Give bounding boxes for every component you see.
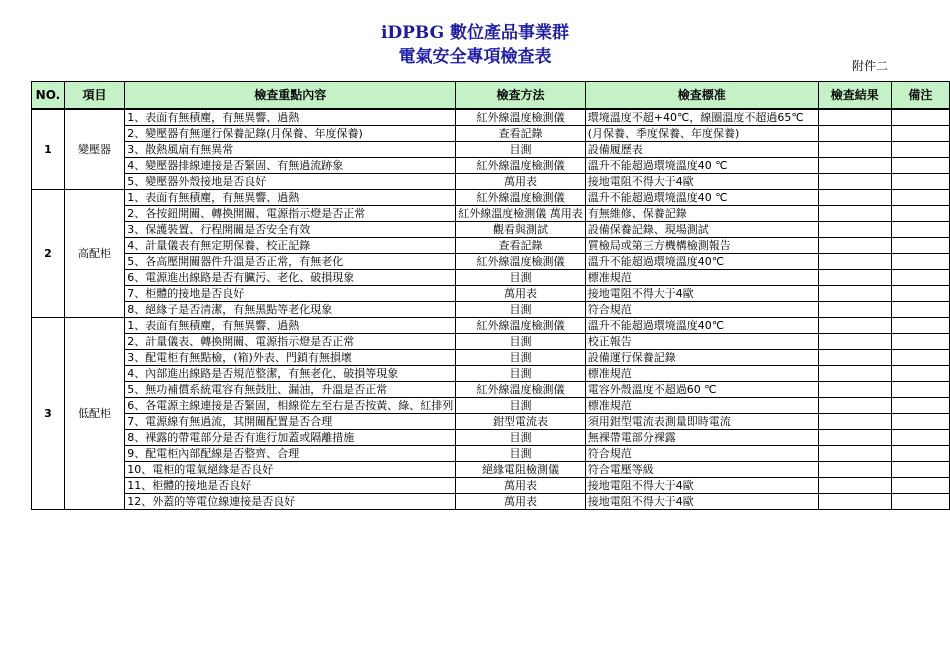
remark-cell[interactable] <box>891 270 949 286</box>
inspection-table <box>31 81 950 510</box>
check-standard-cell: 校正報告 <box>585 334 818 350</box>
check-result-cell[interactable] <box>818 414 891 430</box>
table-row <box>32 286 950 302</box>
table-row <box>32 142 950 158</box>
group-number: 1 <box>32 109 65 190</box>
check-standard-cell: 符合規范 <box>585 446 818 462</box>
remark-cell[interactable] <box>891 350 949 366</box>
check-content-cell: 3、保護裝置、行程開關是否安全有效 <box>125 222 456 238</box>
check-method-cell: 萬用表 <box>456 494 586 510</box>
group-number: 3 <box>32 318 65 510</box>
table-row <box>32 238 950 254</box>
check-standard-cell: (月保養、季度保養、年度保養) <box>585 126 818 142</box>
remark-cell[interactable] <box>891 190 949 206</box>
check-method-cell: 目測 <box>456 270 586 286</box>
table-row <box>32 302 950 318</box>
remark-cell[interactable] <box>891 318 949 334</box>
check-content-cell: 6、電源進出線路是否有臟污、老化、破損現象 <box>125 270 456 286</box>
check-method-cell: 目測 <box>456 446 586 462</box>
remark-cell[interactable] <box>891 366 949 382</box>
remark-cell[interactable] <box>891 174 949 190</box>
group-item: 變壓器 <box>64 109 124 190</box>
remark-cell[interactable] <box>891 158 949 174</box>
check-standard-cell: 電容外殼溫度不超過60 ℃ <box>585 382 818 398</box>
check-method-cell: 紅外線溫度檢測儀 <box>456 190 586 206</box>
col-method: 檢查方法 <box>456 82 586 110</box>
check-method-cell: 絕緣電阻檢測儀 <box>456 462 586 478</box>
annex-label: 附件二 <box>852 59 889 73</box>
check-result-cell[interactable] <box>818 126 891 142</box>
check-content-cell: 1、表面有無積塵，有無異響、過熱 <box>125 318 456 334</box>
check-result-cell[interactable] <box>818 109 891 126</box>
check-result-cell[interactable] <box>818 254 891 270</box>
check-content-cell: 5、無功補償系統電容有無鼓肚、漏油，升溫是否正常 <box>125 382 456 398</box>
check-content-cell: 8、裸露的帶電部分是否有進行加蓋或隔離措施 <box>125 430 456 446</box>
check-method-cell: 萬用表 <box>456 478 586 494</box>
table-row <box>32 206 950 222</box>
check-standard-cell: 標准規范 <box>585 366 818 382</box>
table-row <box>32 126 950 142</box>
remark-cell[interactable] <box>891 222 949 238</box>
check-result-cell[interactable] <box>818 190 891 206</box>
check-standard-cell: 無裸帶電部分裸露 <box>585 430 818 446</box>
title-line2: 電氣安全專項檢查表 <box>398 47 552 67</box>
check-result-cell[interactable] <box>818 494 891 510</box>
check-content-cell: 3、配電柜有無點檢，(箱)外表、門鎖有無損壞 <box>125 350 456 366</box>
table-row <box>32 254 950 270</box>
check-content-cell: 1、表面有無積塵，有無異響、過熱 <box>125 190 456 206</box>
check-method-cell: 目測 <box>456 350 586 366</box>
remark-cell[interactable] <box>891 414 949 430</box>
group-number: 2 <box>32 190 65 318</box>
check-standard-cell: 接地電阻不得大于4歐 <box>585 286 818 302</box>
check-standard-cell: 標准規范 <box>585 270 818 286</box>
check-standard-cell: 溫升不能超過環境溫度40℃ <box>585 254 818 270</box>
table-row <box>32 494 950 510</box>
title-line1: iDPBG 數位產品事業群 <box>380 23 570 43</box>
check-method-cell: 目測 <box>456 398 586 414</box>
check-method-cell: 查看記錄 <box>456 238 586 254</box>
check-result-cell[interactable] <box>818 222 891 238</box>
check-content-cell: 4、內部進出線路是否規范整潔，有無老化、破損等現象 <box>125 366 456 382</box>
check-standard-cell: 接地電阻不得大于4歐 <box>585 494 818 510</box>
check-result-cell[interactable] <box>818 158 891 174</box>
check-method-cell: 鉗型電流表 <box>456 414 586 430</box>
check-method-cell: 觀看與測試 <box>456 222 586 238</box>
remark-cell[interactable] <box>891 109 949 126</box>
table-row <box>32 109 950 126</box>
table-row <box>32 222 950 238</box>
check-result-cell[interactable] <box>818 302 891 318</box>
table-row <box>32 462 950 478</box>
table-row <box>32 366 950 382</box>
check-content-cell: 7、電源線有無過流，其開關配置是否合理 <box>125 414 456 430</box>
check-standard-cell: 有無維修、保養記錄 <box>585 206 818 222</box>
remark-cell[interactable] <box>891 206 949 222</box>
check-standard-cell: 須用鉗型電流表測量即時電流 <box>585 414 818 430</box>
check-result-cell[interactable] <box>818 350 891 366</box>
check-result-cell[interactable] <box>818 462 891 478</box>
table-row <box>32 174 950 190</box>
check-result-cell[interactable] <box>818 238 891 254</box>
remark-cell[interactable] <box>891 142 949 158</box>
check-standard-cell: 設備運行保養記錄 <box>585 350 818 366</box>
remark-cell[interactable] <box>891 494 949 510</box>
table-row <box>32 334 950 350</box>
check-method-cell: 萬用表 <box>456 174 586 190</box>
remark-cell[interactable] <box>891 286 949 302</box>
check-content-cell: 2、變壓器有無運行保養記錄(月保養、年度保養) <box>125 126 456 142</box>
check-content-cell: 3、散熱風扇有無異常 <box>125 142 456 158</box>
check-method-cell: 紅外線溫度檢測儀 <box>456 254 586 270</box>
check-standard-cell: 溫升不能超過環境溫度40 ℃ <box>585 190 818 206</box>
col-standard: 檢查標准 <box>585 82 818 110</box>
check-method-cell: 目測 <box>456 430 586 446</box>
table-row <box>32 318 950 334</box>
check-method-cell: 紅外線溫度檢測儀 <box>456 109 586 126</box>
check-content-cell: 7、柜體的接地是否良好 <box>125 286 456 302</box>
check-method-cell: 目測 <box>456 302 586 318</box>
group-item: 高配柜 <box>64 190 124 318</box>
group-item: 低配柜 <box>64 318 124 510</box>
check-result-cell[interactable] <box>818 334 891 350</box>
remark-cell[interactable] <box>891 254 949 270</box>
remark-cell[interactable] <box>891 446 949 462</box>
remark-cell[interactable] <box>891 238 949 254</box>
header-row <box>32 82 950 110</box>
check-result-cell[interactable] <box>818 270 891 286</box>
check-standard-cell: 溫升不能超過環境溫度40 ℃ <box>585 158 818 174</box>
col-remark: 備注 <box>891 82 949 110</box>
check-content-cell: 9、配電柜內部配線是否整齊、合理 <box>125 446 456 462</box>
table-row <box>32 478 950 494</box>
check-method-cell: 目測 <box>456 142 586 158</box>
check-result-cell[interactable] <box>818 142 891 158</box>
col-no: NO. <box>32 82 65 110</box>
check-method-cell: 目測 <box>456 334 586 350</box>
check-result-cell[interactable] <box>818 174 891 190</box>
check-result-cell[interactable] <box>818 430 891 446</box>
remark-cell[interactable] <box>891 462 949 478</box>
check-standard-cell: 環境溫度不超+40℃，線圈溫度不超過65℃ <box>585 109 818 126</box>
col-content: 檢查重點內容 <box>125 82 456 110</box>
check-standard-cell: 溫升不能超過環境溫度40℃ <box>585 318 818 334</box>
check-content-cell: 10、電柜的電氣絕緣是否良好 <box>125 462 456 478</box>
check-method-cell: 紅外線溫度檢測儀 <box>456 382 586 398</box>
check-result-cell[interactable] <box>818 366 891 382</box>
table-row <box>32 190 950 206</box>
check-method-cell: 紅外線溫度檢測儀 <box>456 158 586 174</box>
remark-cell[interactable] <box>891 430 949 446</box>
check-content-cell: 11、柜體的接地是否良好 <box>125 478 456 494</box>
check-standard-cell: 設備履歷表 <box>585 142 818 158</box>
table-row <box>32 430 950 446</box>
check-content-cell: 12、外蓋的等電位線連接是否良好 <box>125 494 456 510</box>
check-method-cell: 查看記錄 <box>456 126 586 142</box>
remark-cell[interactable] <box>891 382 949 398</box>
check-result-cell[interactable] <box>818 382 891 398</box>
check-result-cell[interactable] <box>818 286 891 302</box>
check-method-cell: 紅外線溫度檢測儀 <box>456 318 586 334</box>
check-result-cell[interactable] <box>818 478 891 494</box>
table-body <box>32 109 950 510</box>
check-result-cell[interactable] <box>818 206 891 222</box>
check-standard-cell: 接地電阻不得大于4歐 <box>585 174 818 190</box>
check-result-cell[interactable] <box>818 318 891 334</box>
check-result-cell[interactable] <box>818 398 891 414</box>
check-content-cell: 2、計量儀表、轉換開關、電源指示燈是否正常 <box>125 334 456 350</box>
check-content-cell: 5、各高壓開關器件升溫是否正常，有無老化 <box>125 254 456 270</box>
col-item: 項目 <box>64 82 124 110</box>
check-content-cell: 4、變壓器排線連接是否緊固、有無過流跡象 <box>125 158 456 174</box>
remark-cell[interactable] <box>891 126 949 142</box>
check-standard-cell: 接地電阻不得大于4歐 <box>585 478 818 494</box>
check-result-cell[interactable] <box>818 446 891 462</box>
remark-cell[interactable] <box>891 302 949 318</box>
check-content-cell: 4、計量儀表有無定期保養、校正記錄 <box>125 238 456 254</box>
remark-cell[interactable] <box>891 334 949 350</box>
check-content-cell: 8、絕緣子是否清潔，有無黑點等老化現象 <box>125 302 456 318</box>
remark-cell[interactable] <box>891 478 949 494</box>
check-method-cell: 目測 <box>456 366 586 382</box>
remark-cell[interactable] <box>891 398 949 414</box>
table-row <box>32 414 950 430</box>
check-standard-cell: 質檢局或第三方機構檢測報告 <box>585 238 818 254</box>
check-standard-cell: 符合電壓等級 <box>585 462 818 478</box>
check-standard-cell: 設備保養記錄、現場測試 <box>585 222 818 238</box>
table-row <box>32 446 950 462</box>
col-result: 檢查結果 <box>818 82 891 110</box>
check-method-cell: 萬用表 <box>456 286 586 302</box>
table-row <box>32 270 950 286</box>
check-content-cell: 6、各電源主線連接是否緊固，相線從左至右是否按黃、綠、紅排列 <box>125 398 456 414</box>
table-row <box>32 382 950 398</box>
check-method-cell: 紅外線溫度檢測儀 萬用表 <box>456 206 586 222</box>
check-standard-cell: 標准規范 <box>585 398 818 414</box>
table-row <box>32 158 950 174</box>
check-content-cell: 1、表面有無積塵，有無異響、過熱 <box>125 109 456 126</box>
check-content-cell: 2、各按鈕開關、轉換開關、電源指示燈是否正常 <box>125 206 456 222</box>
table-row <box>32 350 950 366</box>
table-row <box>32 398 950 414</box>
check-standard-cell: 符合規范 <box>585 302 818 318</box>
check-content-cell: 5、變壓器外殼接地是否良好 <box>125 174 456 190</box>
